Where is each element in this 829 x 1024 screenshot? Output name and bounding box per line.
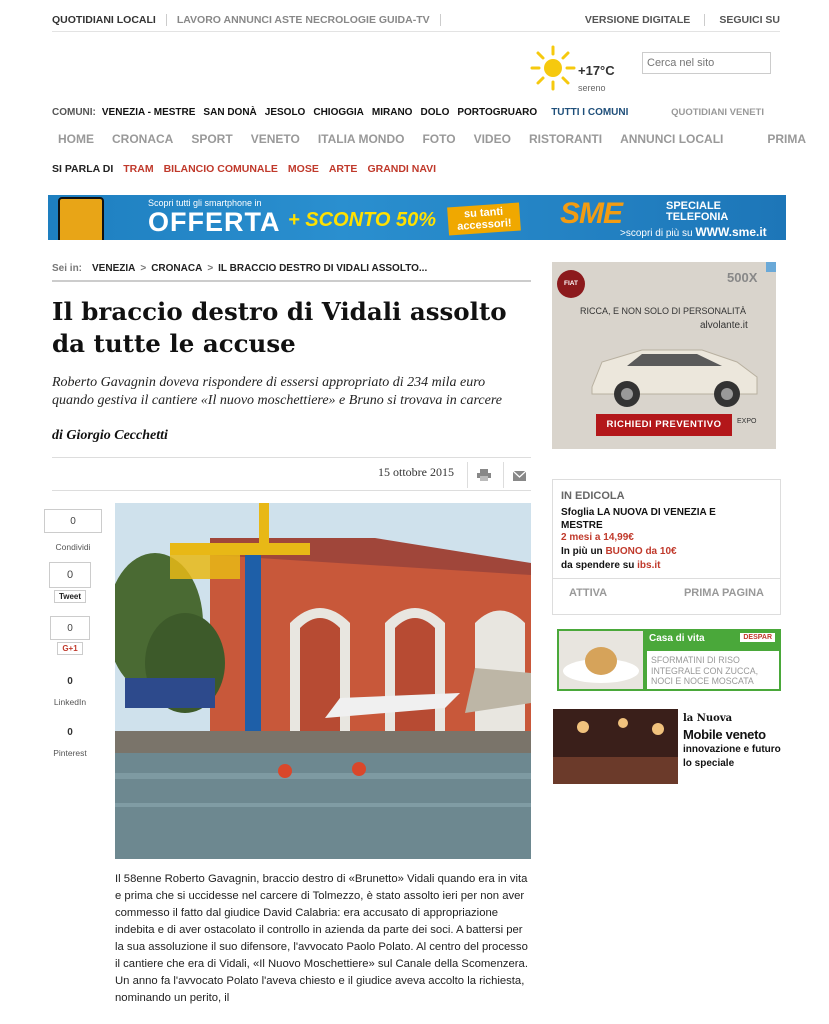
comune-link-chioggia[interactable]: CHIOGGIA [313,107,364,118]
nav-prima[interactable]: PRIMA [767,132,807,146]
versione-digitale-link[interactable]: VERSIONE DIGITALE [584,14,691,26]
divider [503,462,504,488]
ibs-link[interactable]: ibs.it [637,560,661,571]
divider [553,578,780,579]
restaurant-illustration [553,709,678,784]
nav-home[interactable]: HOME [58,132,94,146]
banner-offerta: OFFERTA [148,207,281,237]
food-illustration [559,631,643,689]
article-photo[interactable] [115,503,531,859]
weather-temperature: +17°C [578,63,615,78]
tag-bilancio-comunale[interactable]: BILANCIO COMUNALE [163,163,278,175]
tweet-button[interactable]: Tweet [54,590,86,603]
comuni-label: COMUNI: [52,107,96,118]
casa-di-vita-logo: Casa di vita [649,633,705,644]
pinterest-share[interactable] [40,727,100,758]
divider [52,490,531,491]
seguici-su-link[interactable]: SEGUICI SU [704,14,780,26]
edicola-spendere-pre: da spendere su [561,560,635,571]
sme-logo: SME [560,197,623,230]
linkedin-share[interactable] [40,676,100,707]
print-icon[interactable] [477,469,491,481]
car-image [572,332,772,412]
breadcrumb-cronaca[interactable]: CRONACA [151,263,203,274]
comune-link-dolo[interactable]: DOLO [420,107,450,118]
tag-tram[interactable]: TRAM [123,163,154,175]
article-body: Il 58enne Roberto Gavagnin, braccio destro di «Brunetto» Vidali quando era in vita e prima che si uccidesse nel carcere di Tolmezzo, è stato assolto ieri per non aver commesso il fatto dal giudice David Calabria: era accusato di appropriazione indebita e di aver ostacolato il controllo in azienda da parte dei soci. A battersi per la sua assoluzione il suo difensore, l'avvocato Paolo Polato. Al centro del processo il cantiere che era di Vidali, «Il Nuovo Moschettiere» sul Canale della Scomenzera. Un anno fa l'avvocato Polato l'aveva chiesto e il giudice aveva accolto la richiesta, nominando un perito, il [115,873,528,1004]
sme-banner-ad[interactable] [48,195,786,240]
in-edicola-heading: IN EDICOLA [561,490,625,502]
banner-url-prefix: >scopri di più su [620,228,693,239]
tutti-i-comuni-link[interactable]: TUTTI I COMUNI [551,107,629,118]
la-nuova-logo: la Nuova [683,713,733,724]
nav-ristoranti[interactable]: RISTORANTI [528,132,603,146]
weather-condition: sereno [578,83,606,93]
edicola-spendere [561,560,660,571]
adchoices-icon[interactable] [766,262,776,272]
comune-link-mirano[interactable]: MIRANO [371,107,413,118]
fiat-site: alvolante.it [700,320,748,331]
article-summary: Roberto Gavagnin doveva rispondere di essersi appropriato di 234 mila euro quando gestiva il cantiere «Il nuovo moschettiere» e Bruno si trovava in carcere [52,375,502,408]
pinterest-label: Pinterest [53,748,87,758]
email-icon[interactable] [513,471,526,481]
main-nav [58,132,824,146]
pinterest-count: 0 [67,727,73,738]
quotidiani-veneti-link[interactable]: QUOTIDIANI VENETI [671,107,764,118]
banner-small-text: Scopri tutti gli smartphone in [148,198,262,208]
edicola-buono [561,546,677,557]
nav-cronaca[interactable]: CRONACA [112,132,174,146]
comune-link-jesolo[interactable]: JESOLO [264,107,306,118]
casa-di-vita-text: SFORMATINI DI RISO INTEGRALE CON ZUCCA, NOCI E NOCE MOSCATA [647,651,779,689]
top-bar [52,12,780,32]
article-author: di Giorgio Cecchetti [52,428,168,443]
linkedin-label: LinkedIn [53,697,87,707]
nav-annunci-locali[interactable]: ANNUNCI LOCALI [620,132,724,146]
tag-mose[interactable]: MOSE [287,163,319,175]
tweet-count: 0 [49,562,91,588]
banner-url [620,225,767,239]
mobile-veneto-subtitle: innovazione e futuro [683,744,781,755]
gplus-count: 0 [50,616,90,640]
nav-foto[interactable]: FOTO [422,132,456,146]
sun-icon [530,45,576,91]
si-parla-di-bar [52,163,446,175]
search-input[interactable] [642,52,771,74]
mobile-veneto-cta: lo speciale [683,758,735,769]
nav-sport[interactable]: SPORT [191,132,233,146]
breadcrumb [52,263,531,282]
facebook-share-label: Condividi [55,542,91,552]
edicola-offer: 2 mesi a 14,99€ [561,532,634,543]
fiat-logo: FIAT [557,270,585,298]
despar-logo: DESPAR [740,633,775,642]
services-link[interactable]: LAVORO ANNUNCI ASTE NECROLOGIE GUIDA-TV [177,14,441,26]
linkedin-count: 0 [67,676,73,687]
edicola-buono-pre: In più un [561,546,603,557]
prima-pagina-button[interactable]: PRIMA PAGINA [683,587,764,599]
nav-video[interactable]: VIDEO [473,132,511,146]
breadcrumb-separator-icon: > [207,263,214,274]
mobile-veneto-promo[interactable] [553,709,781,784]
comuni-bar [52,107,780,118]
quotidiani-locali-link[interactable]: QUOTIDIANI LOCALI [52,14,167,26]
twitter-share[interactable] [46,562,94,603]
breadcrumb-separator-icon: > [140,263,147,274]
fiat-ad[interactable] [552,262,776,449]
casa-di-vita-ad[interactable] [557,629,781,691]
nav-italia-mondo[interactable]: ITALIA MONDO [317,132,405,146]
banner-url-text: WWW.sme.it [695,225,767,239]
article-title: Il braccio destro di Vidali assolto da tutte le accuse [52,297,507,358]
nav-veneto[interactable]: VENETO [250,132,300,146]
gplus-share[interactable] [48,616,92,655]
breadcrumb-label: Sei in: [52,263,83,274]
facebook-count: 0 [44,509,102,533]
divider [467,462,468,488]
article-date: 15 ottobre 2015 [378,465,454,479]
facebook-share[interactable] [42,509,104,552]
edicola-buono-value: BUONO da 10€ [605,546,677,557]
tag-grandi-navi[interactable]: GRANDI NAVI [367,163,437,175]
breadcrumb-venezia[interactable]: VENEZIA [92,263,136,274]
edicola-title[interactable]: Sfoglia LA NUOVA DI VENEZIA E MESTRE [561,507,716,531]
banner-sconto: + SCONTO 50% [288,209,437,231]
comune-link-san-dona[interactable]: SAN DONÀ [203,107,257,118]
expo-logo: EXPO [737,418,757,425]
smartphone-image [58,197,104,240]
in-edicola-box [552,479,781,615]
mobile-veneto-title: Mobile veneto [683,727,766,742]
comune-link-portogruaro[interactable]: PORTOGRUARO [457,107,538,118]
breadcrumb-current: IL BRACCIO DESTRO DI VIDALI ASSOLTO... [218,263,428,274]
si-parla-di-label: SI PARLA DI [52,163,114,175]
fiat-model: 500X [727,270,758,285]
attiva-button[interactable]: ATTIVA [569,587,608,599]
gplus-button[interactable]: G+1 [57,642,82,655]
tag-arte[interactable]: ARTE [328,163,358,175]
richiedi-preventivo-button[interactable]: RICHIEDI PREVENTIVO [596,414,732,436]
food-image [559,631,643,689]
restaurant-image [553,709,678,784]
banner-accessori: su tanti accessori! [447,203,521,236]
comune-link-venezia[interactable]: VENEZIA - MESTRE [101,107,196,118]
fiat-slogan: RICCA, E NON SOLO DI PERSONALITÀ [580,306,747,316]
divider [52,457,531,458]
banner-speciale: SPECIALE TELEFONIA [666,200,729,223]
